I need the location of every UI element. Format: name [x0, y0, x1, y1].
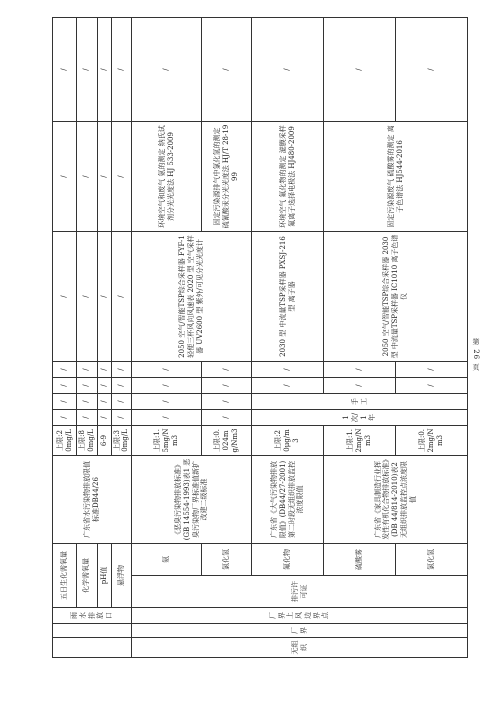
point-boundary: 厂界上风边界点 [132, 608, 468, 624]
instrument-cell: / [77, 232, 98, 362]
cell-value: / [324, 18, 396, 122]
cell-value: / [97, 362, 111, 378]
cell-value: / [97, 378, 111, 394]
cell-value: / [53, 410, 77, 426]
cell-value: / [97, 18, 111, 122]
item-fluoride: 氟化物 [252, 544, 324, 576]
table-row [132, 18, 202, 658]
cell-value: / [97, 394, 111, 410]
item-cod: 化学需氧量 [77, 544, 98, 608]
collection-method: 手工 [252, 394, 468, 410]
instrument-cell: 2030 型 中流量TSP采样器 PXSJ-216 型 离子器 [252, 232, 324, 362]
cell-value: / [252, 378, 324, 394]
rotated-table-container [52, 18, 458, 658]
method-type: 排污许可证 [132, 576, 468, 608]
frequency: 1次/1年 [252, 410, 468, 426]
cell-value: / [111, 378, 132, 394]
cell-value: / [132, 362, 202, 378]
point-water: 雨水排放口 [53, 608, 132, 624]
cell-value: / [53, 18, 77, 122]
method-cell: 环境空气 氟化物的测定 滤膜采样氟离子选择电极法 HJ480-2009 [252, 122, 324, 232]
item-hcl-2: 氯化氢 [396, 544, 468, 576]
cell-value: / [396, 18, 468, 122]
limit-hcl-2: 上限:0.2mg/Nm3 [396, 426, 468, 456]
table-row [97, 18, 111, 658]
cell-value: / [202, 410, 252, 426]
instrument-cell: 2050 空气/智能TSP综合采样器 2030 型 中流量TSP采样器 IC1010 离子色谱仪 [324, 232, 468, 362]
cell-value: / [202, 394, 252, 410]
cell-value: / [202, 18, 252, 122]
cell-value: / [77, 394, 98, 410]
cell-value: / [396, 378, 468, 394]
instrument-cell: 2050 空气/智能TSP综合采样器 FYF-1 轻便三杯风向风速表 2020 型 空气采样器 UV2600 型 紫外/可见分光光度计 [132, 232, 252, 362]
limit-ss: 上限:30mg/L [111, 426, 132, 456]
item-ammonia: 氨 [132, 544, 202, 576]
limit-sulfuric-mist: 上限:1.2mg/Nm3 [324, 426, 396, 456]
standard-water: 广东省水污染物排放限值标准DB44/26 [53, 456, 132, 544]
cell-value: / [252, 362, 324, 378]
item-ss: 悬浮物 [111, 544, 132, 608]
instrument-cell: / [53, 232, 77, 362]
cell-value: / [132, 410, 202, 426]
cell-value: / [202, 378, 252, 394]
limit-ph: 6-9 [97, 426, 111, 456]
table-row [252, 18, 324, 658]
table-row [111, 18, 132, 658]
limit-ammonia: 上限:1.5mg/Nm3 [132, 426, 202, 456]
cell-value: / [77, 378, 98, 394]
empty-cell [53, 638, 132, 658]
method-cell: / [77, 122, 98, 232]
item-hcl-1: 氯化氢 [202, 544, 252, 576]
table-row [53, 18, 77, 658]
cell-value: / [53, 394, 77, 410]
cell-value: / [324, 378, 396, 394]
method-cell: 环境空气和废气 氨的测定 纳氏试剂分光光度法 HJ 533-2009 [132, 122, 202, 232]
cell-value: / [132, 378, 202, 394]
cell-value: / [202, 362, 252, 378]
cell-value: / [111, 394, 132, 410]
method-cell: / [97, 122, 111, 232]
cell-value: / [324, 362, 396, 378]
limit-fluoride: 上限:20μg/m3 [252, 426, 324, 456]
item-sulfuric-mist: 硫酸雾 [324, 544, 396, 576]
cell-value: / [111, 362, 132, 378]
method-cell: 固定污染源废气 硫酸雾的测定 离子色谱法 HJ544-2016 [324, 122, 468, 232]
cell-value: / [77, 362, 98, 378]
table-row [324, 18, 396, 658]
standard-odor: 《恶臭污染物排放标准》(GB 14554-1993)表1 恶臭污染物厂界标准值新扩改建二级标准 [132, 456, 252, 544]
cell-value: / [77, 18, 98, 122]
standard-furniture: 广东省《家具制造行业挥发性有机化合物排放标准》(DB 44/814-2010)表2 无组织排放监控点浓度限值 [324, 456, 468, 544]
limit-cod: 上限:80mg/L [77, 426, 98, 456]
cell-value: / [252, 18, 324, 122]
cell-value: / [132, 394, 202, 410]
method-cell: / [53, 122, 77, 232]
table-row [77, 18, 98, 658]
method-cell: / [111, 122, 132, 232]
limit-hcl-1: 上限:0.024mg/Nm3 [202, 426, 252, 456]
item-bod: 五日生化需氧量 [53, 544, 77, 608]
standard-air: 广东省《大气污染物排放限值》(DB44/27-2001)第二时段无组织排放监控浓度限值 [252, 456, 324, 544]
monitoring-table [52, 17, 468, 658]
cell-value: / [53, 378, 77, 394]
group-boundary: 厂界 [132, 624, 468, 638]
instrument-cell: / [97, 232, 111, 362]
cell-value: / [111, 18, 132, 122]
cell-value: / [111, 410, 132, 426]
group-unorganized: 无组织 [132, 638, 468, 658]
cell-value: / [77, 410, 98, 426]
method-cell: 固定污染源排气中氯化氢的测定 硫氰酸汞分光光度法 HJ/T 28-1999 [202, 122, 252, 232]
cell-value: / [396, 362, 468, 378]
cell-value: / [53, 362, 77, 378]
cell-value: / [132, 18, 202, 122]
cell-value: / [97, 410, 111, 426]
empty-cell [53, 624, 132, 638]
item-ph: pH值 [97, 544, 111, 608]
instrument-cell: / [111, 232, 132, 362]
page-number: 第 26 页 [472, 338, 480, 372]
limit-bod: 上限:20mg/L [53, 426, 77, 456]
